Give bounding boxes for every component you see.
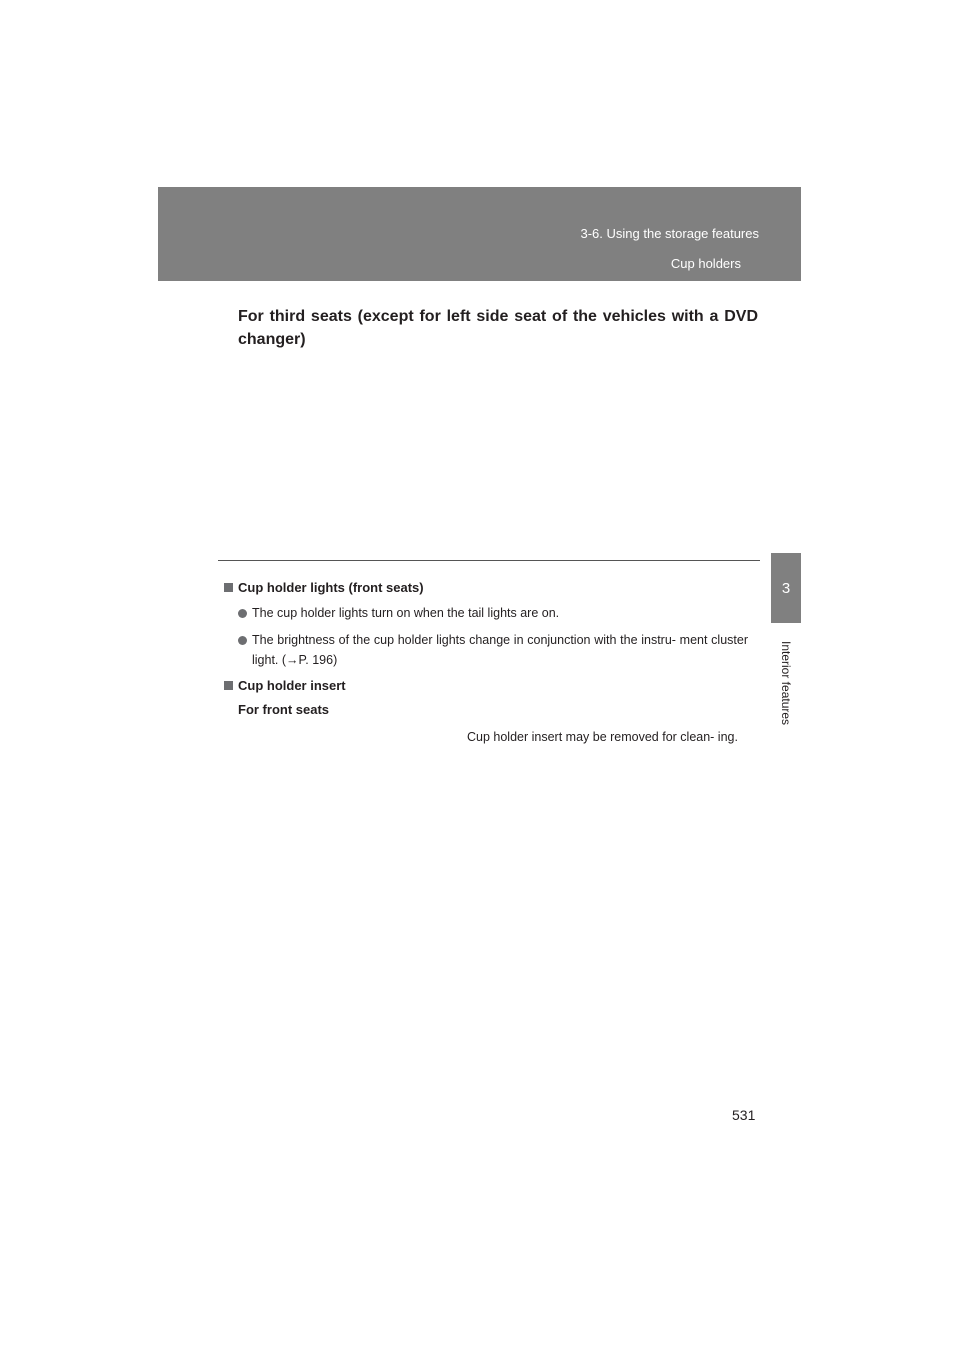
bullet-item: [238, 603, 748, 623]
info-heading-lights-text: Cup holder lights (front seats): [238, 580, 424, 595]
subsection-label: Cup holders: [670, 256, 741, 271]
illustration-placeholder: [238, 360, 758, 545]
page-number: 531: [732, 1107, 756, 1123]
bullet-item: [238, 630, 748, 670]
circle-bullet-icon: [238, 636, 247, 645]
bullet-text: The brightness of the cup holder lights change in conjunction with the instru- ment cluster light. (→P. 196): [252, 633, 748, 667]
insert-illustration-placeholder: [238, 722, 453, 802]
insert-description: Cup holder insert may be removed for clean- ing.: [467, 730, 738, 744]
section-heading: For third seats (except for left side seat of the vehicles with a DVD changer): [238, 308, 758, 348]
info-heading-insert: [224, 678, 346, 693]
insert-sub-label: For front seats: [238, 702, 330, 717]
chapter-number: 3: [781, 579, 791, 597]
bullet-text: The cup holder lights turn on when the tail lights are on.: [252, 606, 560, 620]
chapter-tab: [771, 553, 801, 623]
divider-rule: [218, 560, 760, 561]
header-band: [158, 187, 801, 281]
info-heading-insert-text: Cup holder insert: [238, 678, 346, 693]
section-label: 3-6. Using the storage features: [580, 226, 759, 241]
square-bullet-icon: [224, 583, 233, 592]
square-bullet-icon: [224, 681, 233, 690]
chapter-title: [771, 628, 801, 738]
circle-bullet-icon: [238, 609, 247, 618]
info-heading-lights: [224, 580, 424, 595]
chapter-title-text: Interior features: [779, 640, 793, 726]
